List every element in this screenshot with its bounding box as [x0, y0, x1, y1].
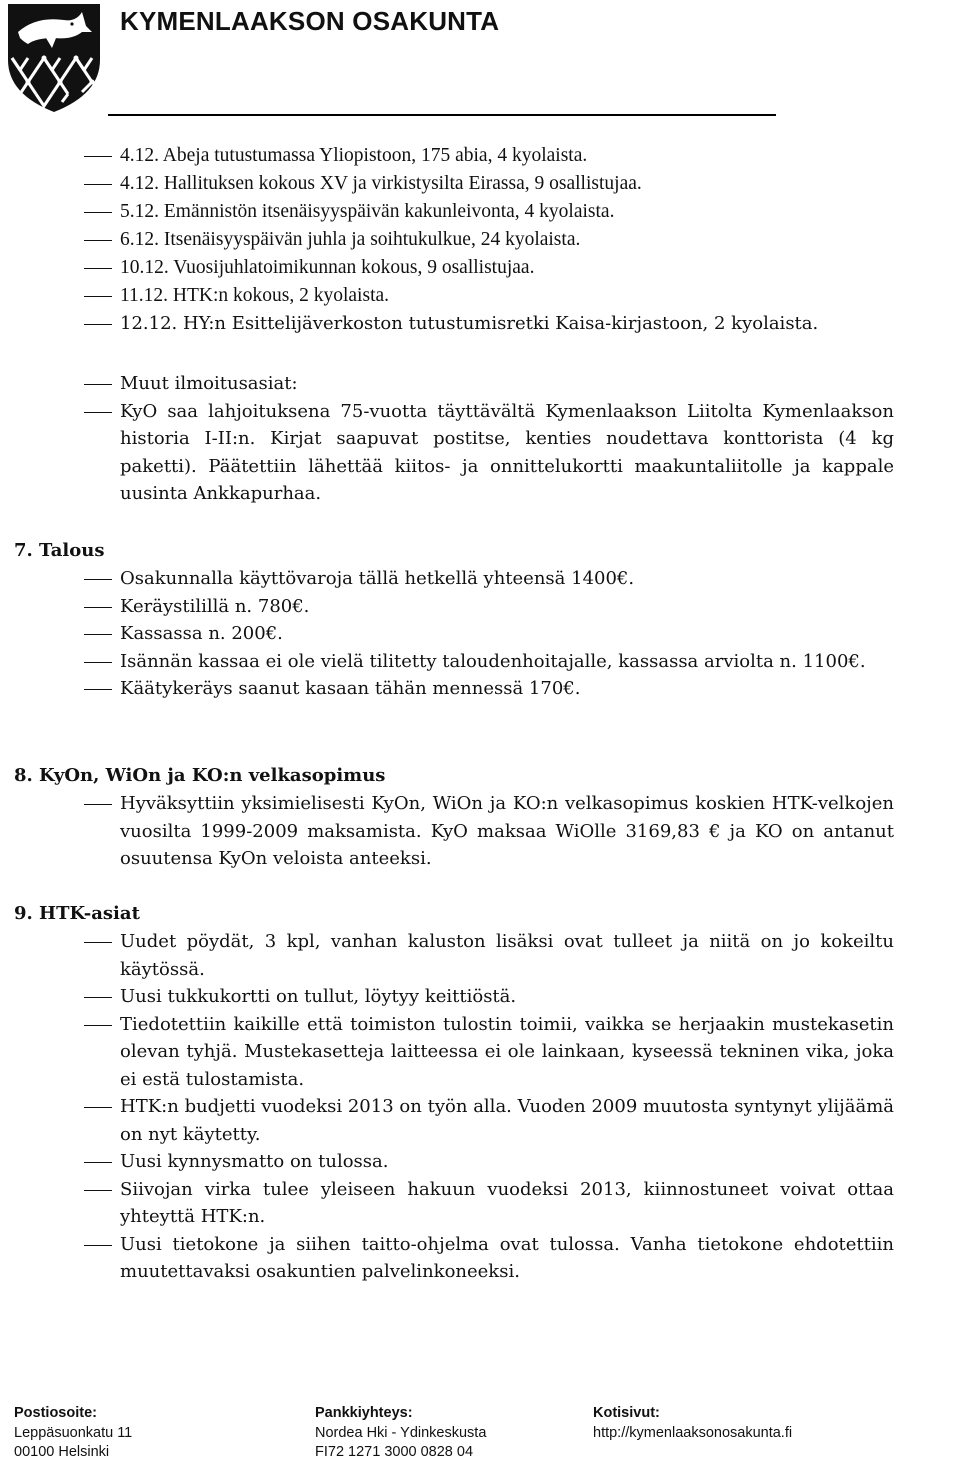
- list-item: Uusi tietokone ja siihen taitto-ohjelma ovat tulossa. Vanha tietokone ehdotettiin muutettavaksi osakuntien palvelinkoneeksi.: [84, 1231, 894, 1286]
- list-item: KyO saa lahjoituksena 75-vuotta täyttävältä Kymenlaakson Liitolta Kymenlaakson historia I-II:n. Kirjat saapuvat postitse, kenties noudettava konttorista (4 kg paketti). Päätettiin lähettää kiitos- ja onnittelukortti maakuntaliitolle ja kappale uusinta Ankkapurhaa.: [84, 398, 894, 508]
- list-item: Uudet pöydät, 3 kpl, vanhan kaluston lisäksi ovat tulleet ja niitä on jo kokeiltu käytössä.: [84, 928, 894, 983]
- list-item: 6.12. Itsenäisyyspäivän juhla ja soihtukulkue, 24 kyolaista.: [84, 226, 894, 254]
- list-item: Osakunnalla käyttövaroja tällä hetkellä yhteensä 1400€.: [84, 565, 894, 593]
- list-item: Käätykeräys saanut kasaan tähän mennessä 170€.: [84, 675, 894, 703]
- list-item: Isännän kassaa ei ole vielä tilitetty taloudenhoitajalle, kassassa arviolta n. 1100€.: [84, 648, 894, 676]
- list-item: Tiedotettiin kaikille että toimiston tulostin toimii, vaikka se herjaakin mustekasetin olevan tyhjä. Mustekasetteja laitteessa ei ole lainkaan, kyseessä tekninen vika, joka ei estä tulostamista.: [84, 1011, 894, 1094]
- footer-label: Pankkiyhteys:: [315, 1405, 413, 1421]
- list-item: 4.12. Abeja tutustumassa Yliopistoon, 175 abia, 4 kyolaista.: [84, 142, 894, 170]
- list-item: 12.12. HY:n Esittelijäverkoston tutustumisretki Kaisa-kirjastoon, 2 kyolaista.: [84, 310, 894, 338]
- talous-list: [84, 565, 894, 703]
- header-divider: [108, 114, 776, 116]
- list-item: Siivojan virka tulee yleiseen hakuun vuodeksi 2013, kiinnostuneet voivat ottaa yhteyttä HTK:n.: [84, 1176, 894, 1231]
- events-list: [84, 142, 894, 338]
- footer-website: [593, 1404, 792, 1443]
- footer-text: Leppäsuonkatu 11: [14, 1424, 133, 1441]
- section-heading-htk: 9. HTK-asiat: [14, 903, 140, 924]
- website-link[interactable]: http://kymenlaaksonosakunta.fi: [593, 1424, 793, 1441]
- footer-text: FI72 1271 3000 0828 04: [315, 1444, 474, 1460]
- list-item: 5.12. Emännistön itsenäisyyspäivän kakunleivonta, 4 kyolaista.: [84, 198, 894, 226]
- footer-label: Postiosoite:: [14, 1405, 97, 1421]
- list-item: 10.12. Vuosijuhlatoimikunnan kokous, 9 osallistujaa.: [84, 254, 894, 282]
- section-heading-talous: 7. Talous: [14, 540, 105, 561]
- list-item: Hyväksyttiin yksimielisesti KyOn, WiOn ja KO:n velkasopimus koskien HTK-velkojen vuosilta 1999-2009 maksamista. KyO maksaa WiOlle 3169,83 € ja KO on antanut osuutensa KyOn veloista anteeksi.: [84, 790, 894, 873]
- list-item: Uusi kynnysmatto on tulossa.: [84, 1148, 894, 1176]
- footer-label: Kotisivut:: [593, 1405, 660, 1421]
- notices-list: [84, 370, 894, 508]
- htk-list: [84, 928, 894, 1286]
- footer-text: 00100 Helsinki: [14, 1444, 110, 1460]
- footer-text: Nordea Hki - Ydinkeskusta: [315, 1424, 487, 1441]
- list-item: 11.12. HTK:n kokous, 2 kyolaista.: [84, 282, 894, 310]
- list-item: HTK:n budjetti vuodeksi 2013 on työn alla. Vuoden 2009 muutosta syntynyt ylijäämä on nyt käytetty.: [84, 1093, 894, 1148]
- list-item: Uusi tukkukortti on tullut, löytyy keittiöstä.: [84, 983, 894, 1011]
- velkasopimus-list: [84, 790, 894, 873]
- footer-postal-address: [14, 1404, 132, 1463]
- section-heading-velkasopimus: 8. KyOn, WiOn ja KO:n velkasopimus: [14, 765, 386, 786]
- list-item: Muut ilmoitusasiat:: [84, 370, 894, 398]
- organization-title: KYMENLAAKSON OSAKUNTA: [120, 6, 500, 36]
- list-item: Keräystilillä n. 780€.: [84, 593, 894, 621]
- footer-bank-details: [315, 1404, 486, 1463]
- coat-of-arms-logo: [6, 2, 102, 114]
- list-item: 4.12. Hallituksen kokous XV ja virkistysilta Eirassa, 9 osallistujaa.: [84, 170, 894, 198]
- list-item: Kassassa n. 200€.: [84, 620, 894, 648]
